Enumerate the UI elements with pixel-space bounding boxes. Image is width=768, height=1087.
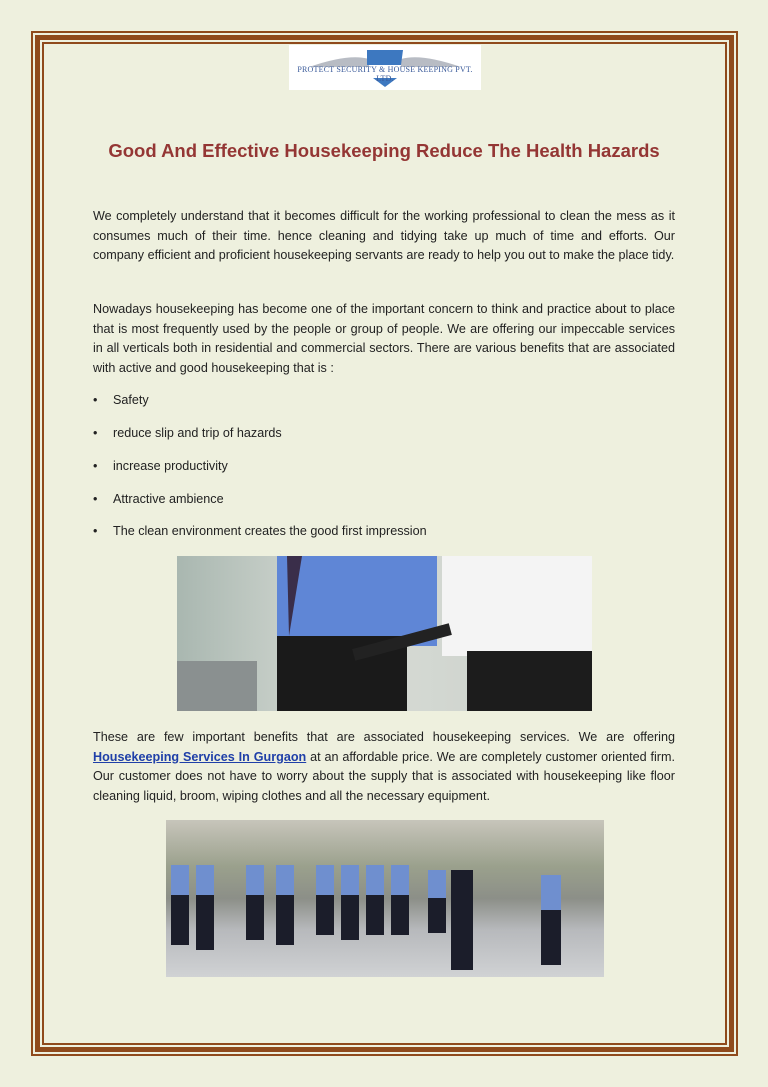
page-title: Good And Effective Housekeeping Reduce The Health Hazards [108,140,660,161]
bullet-text: Safety [113,393,149,407]
bullet-text: The clean environment creates the good first impression [113,524,427,538]
paragraph-2: Nowadays housekeeping has become one of the important concern to think and practice about to place that is most frequently used by the people or group of people. We are offering our impeccable services in all verticals both in residential and commercial sectors. There are various benefits that are associated with active and good housekeeping that is : [93,302,675,375]
paragraph-1: We completely understand that it becomes difficult for the working professional to clean the mess as it consumes much of their time. hence cleaning and tidying take up much of time and efforts. Our company efficient and proficient housekeeping servants are ready to help you out to make the place tidy. [93,209,675,263]
bullet-item: • The clean environment creates the good first impression [93,524,427,538]
bullet-item: • Attractive ambience [93,492,224,506]
company-logo [289,45,481,90]
bullet-item: • reduce slip and trip of hazards [93,426,282,440]
security-guards-team-photo [166,820,604,977]
bullet-item: • Safety [93,393,149,407]
bullet-text: reduce slip and trip of hazards [113,426,282,440]
bullet-item: • increase productivity [93,459,228,473]
bullet-text: increase productivity [113,459,228,473]
paragraph-3 [93,728,675,806]
housekeeping-services-link[interactable]: Housekeeping Services In Gurgaon [93,749,307,764]
security-screening-photo [177,556,592,711]
bullet-text: Attractive ambience [113,492,224,506]
paragraph-3-text-end: at an affordable price. We are completely customer oriented firm. Our customer does not have to worry about the supply that is associated with housekeeping like floor cleaning liquid, broom, wiping clothes and all the necessary equipment. [93,749,675,803]
paragraph-3-text: These are few important benefits that are associated housekeeping services. We are offering [93,730,675,744]
logo-text: PROTECT SECURITY & HOUSE KEEPING PVT. LTD. [297,65,473,83]
